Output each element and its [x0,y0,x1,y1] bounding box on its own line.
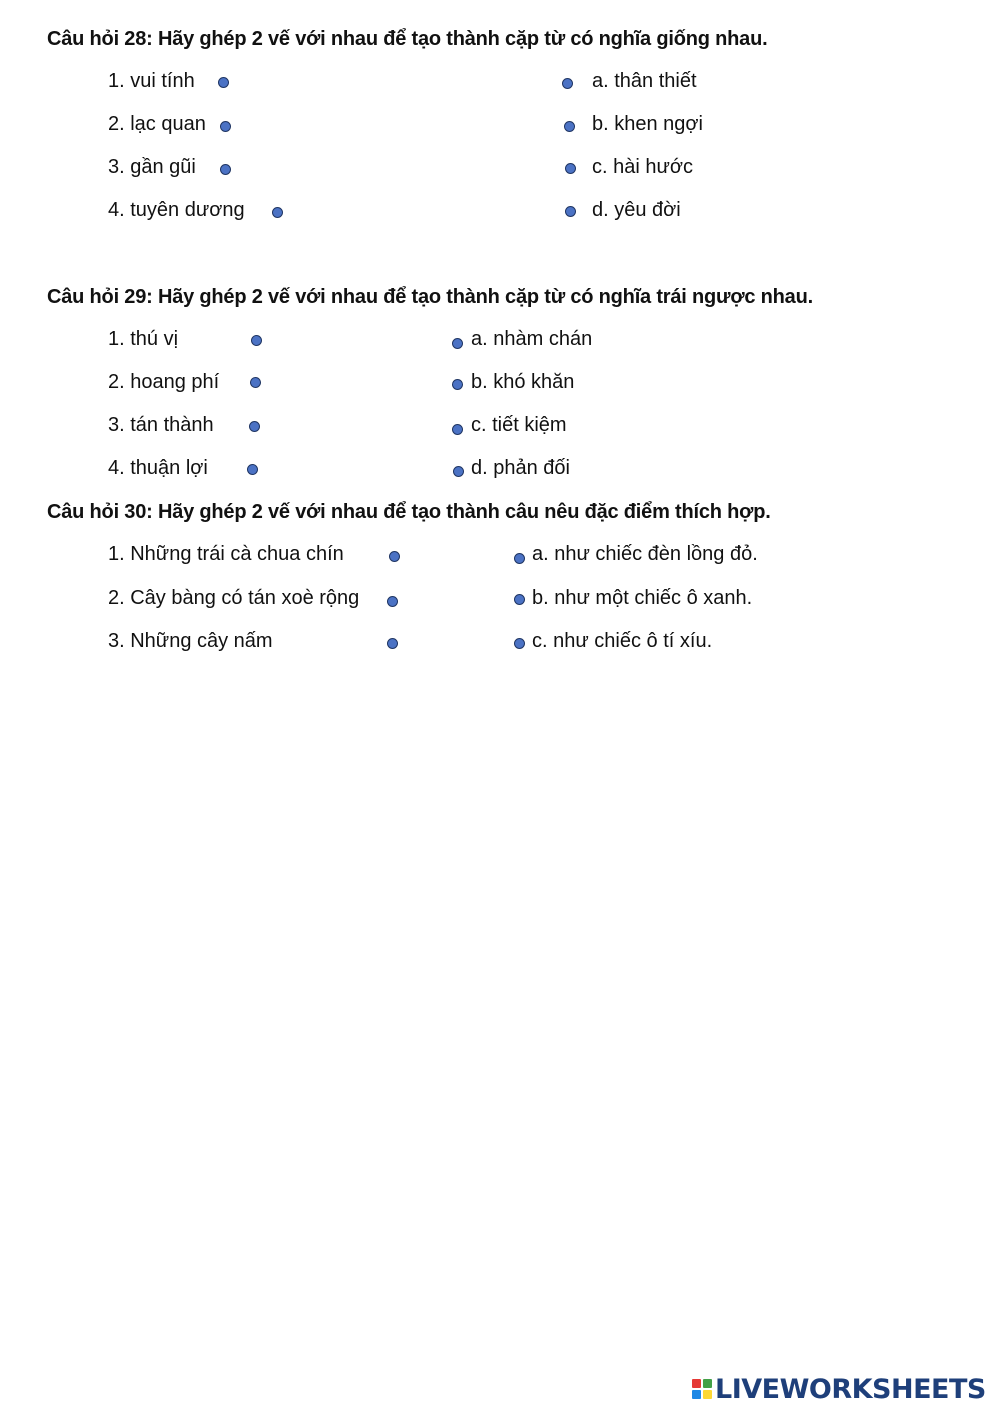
q29-left-dot-1[interactable] [251,335,262,346]
q30-left-dot-1[interactable] [389,551,400,562]
q29-right-item-b: b. khó khăn [471,371,575,393]
q30-right-dot-c[interactable] [514,638,525,649]
q29-left-item-4: 4. thuận lợi [108,457,208,479]
q30-left-item-3: 3. Những cây nấm [108,630,273,652]
q28-right-dot-b[interactable] [564,121,575,132]
q29-right-dot-a[interactable] [452,338,463,349]
q28-right-item-d: d. yêu đời [592,199,681,221]
q30-right-item-b: b. như một chiếc ô xanh. [532,587,753,609]
q28-right-dot-c[interactable] [565,163,576,174]
q30-right-item-a: a. như chiếc đèn lồng đỏ. [532,543,758,565]
q29-right-item-c: c. tiết kiệm [471,414,567,436]
q29-left-dot-2[interactable] [250,377,261,388]
q30-right-dot-b[interactable] [514,594,525,605]
q28-left-dot-1[interactable] [218,77,229,88]
q30-left-dot-3[interactable] [387,638,398,649]
question-28-title: Câu hỏi 28: Hãy ghép 2 vế với nhau để tạo thành cặp từ có nghĩa giống nhau. [47,28,768,50]
q30-left-item-2: 2. Cây bàng có tán xoè rộng [108,587,360,609]
logo-tile-1 [692,1379,701,1388]
liveworksheets-logo [692,1374,986,1404]
q28-left-dot-4[interactable] [272,207,283,218]
logo-tile-2 [703,1379,712,1388]
logo-tile-4 [703,1390,712,1399]
q29-left-item-3: 3. tán thành [108,414,214,436]
q29-left-dot-3[interactable] [249,421,260,432]
q28-right-item-c: c. hài hước [592,156,693,178]
q29-right-dot-c[interactable] [452,424,463,435]
q29-right-item-d: d. phản đối [471,457,570,479]
question-29-title: Câu hỏi 29: Hãy ghép 2 vế với nhau để tạo thành cặp từ có nghĩa trái ngược nhau. [47,286,813,308]
q29-right-item-a: a. nhàm chán [471,328,593,350]
q29-left-dot-4[interactable] [247,464,258,475]
q29-right-dot-b[interactable] [452,379,463,390]
q30-left-dot-2[interactable] [387,596,398,607]
logo-text: LIVEWORKSHEETS [715,1373,986,1405]
q29-left-item-2: 2. hoang phí [108,371,220,393]
q28-right-dot-d[interactable] [565,206,576,217]
q28-left-item-4: 4. tuyên dương [108,199,245,221]
logo-tile-3 [692,1390,701,1399]
q29-left-item-1: 1. thú vị [108,328,179,350]
q28-right-item-a: a. thân thiết [592,70,697,92]
q28-left-item-3: 3. gần gũi [108,156,196,178]
q28-left-dot-2[interactable] [220,121,231,132]
q28-left-dot-3[interactable] [220,164,231,175]
q28-left-item-2: 2. lạc quan [108,113,206,135]
q30-right-item-c: c. như chiếc ô tí xíu. [532,630,713,652]
q28-right-item-b: b. khen ngợi [592,113,703,135]
q28-left-item-1: 1. vui tính [108,70,195,92]
q29-right-dot-d[interactable] [453,466,464,477]
q30-right-dot-a[interactable] [514,553,525,564]
liveworksheets-mark-icon [692,1379,712,1399]
question-30-title: Câu hỏi 30: Hãy ghép 2 vế với nhau để tạo thành câu nêu đặc điểm thích hợp. [47,501,771,523]
q30-left-item-1: 1. Những trái cà chua chín [108,543,344,565]
q28-right-dot-a[interactable] [562,78,573,89]
